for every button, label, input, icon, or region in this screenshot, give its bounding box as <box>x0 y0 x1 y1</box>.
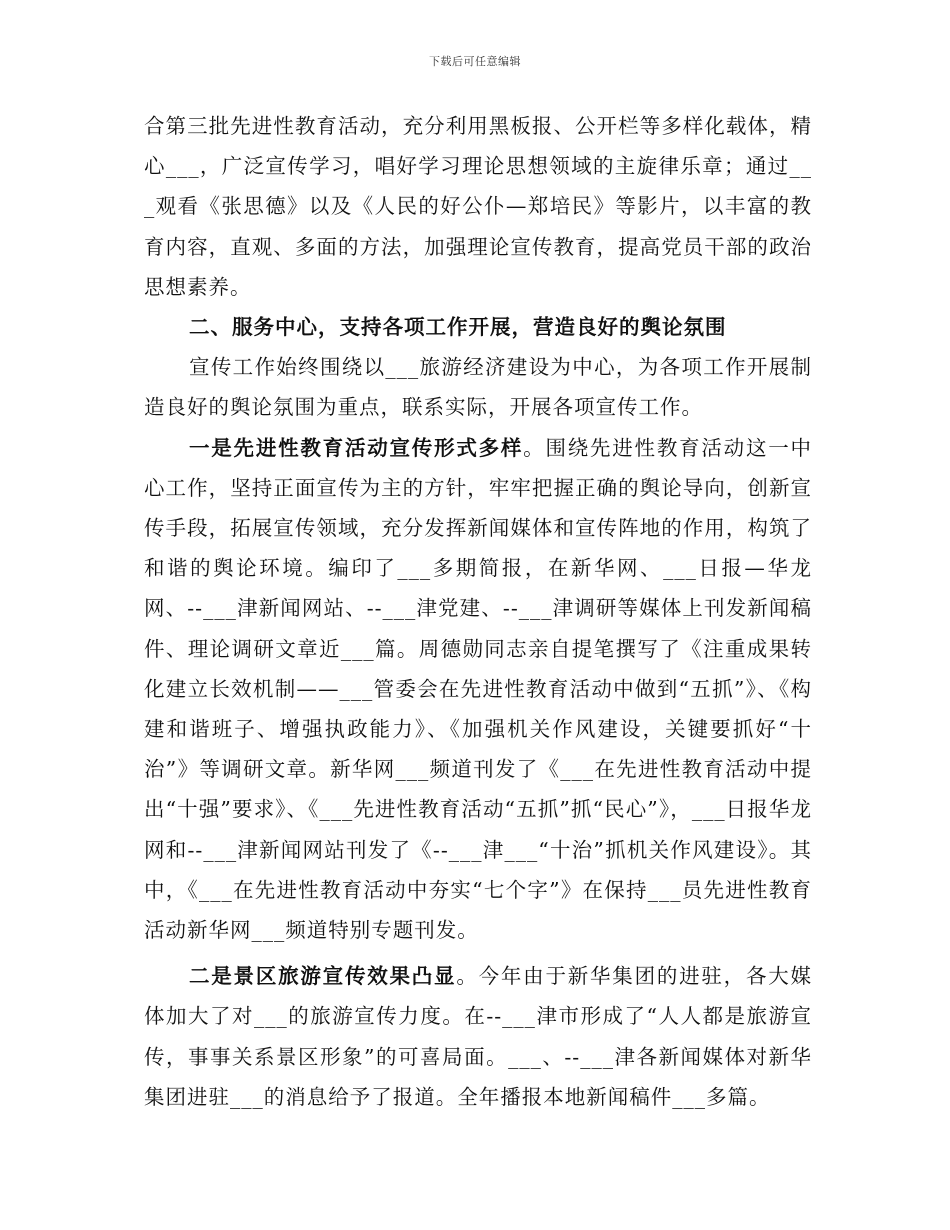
section-heading-2: 二、服务中心，支持各项工作开展，营造良好的舆论氛围 <box>189 315 727 340</box>
point-1-text: 。围绕先进性教育活动这一中心工作，坚持正面宣传为主的方针，牢牢把握正确的舆论导向，创新宣传手段，拓展宣传领域，充分发挥新闻媒体和宣传阵地的作用，构筑了和谐的舆论环境。编印了___多期简报，在新华网、___日报—华龙网、--___津新闻网站、--___津党建、--___津调研等媒体上刊发新闻稿件、理论调研文章近___篇。周德勋同志亲自提笔撰写了《注重成果转化建立长效机制——___管委会在先进性教育活动中做到“五抓”》、《构建和谐班子、增强执政能力》、《加强机关作风建设，关键要抓好“十治”》等调研文章。新华网___频道刊发了《___在先进性教育活动中提出“十强”要求》、《___先进性教育活动“五抓”抓“民心”》，___日报华龙网和--___津新闻网站刊发了《--___津___“十治”抓机关作风建设》。其中，《___在先进性教育活动中夯实“七个字”》在保持___员先进性教育活动新华网___频道特别专题刊发。 <box>144 435 813 943</box>
point-2-text: 。今年由于新华集团的进驻，各大媒体加大了对___的旅游宣传力度。在--___津市形成了“人人都是旅游宣传，事事关系景区形象”的可喜局面。___、--___津各新闻媒体对新华集团进驻___的消息给予了报道。全年播报本地新闻稿件___多篇。 <box>144 964 813 1109</box>
paragraph-intro: 合第三批先进性教育活动，充分利用黑板报、公开栏等多样化载体，精心___，广泛宣传学习，唱好学习理论思想领域的主旋律乐章；通过___观看《张思德》以及《人民的好公仆—郑培民》等影片，以丰富的教育内容，直观、多面的方法，加强理论宣传教育，提高党员干部的政治思想素养。 <box>144 114 812 299</box>
point-1-lead: 一是先进性教育活动宣传形式多样 <box>189 435 524 460</box>
paragraph-point-2 <box>144 956 812 1117</box>
paragraph-point-1 <box>144 428 812 951</box>
page-header-note: 下载后可任意编辑 <box>429 55 521 68</box>
paragraph-section-intro: 宣传工作始终围绕以___旅游经济建设为中心，为各项工作开展制造良好的舆论氛围为重点，联系实际，开展各项宣传工作。 <box>144 355 812 420</box>
point-2-lead: 二是景区旅游宣传效果凸显 <box>189 964 457 989</box>
document-body <box>144 106 812 1117</box>
